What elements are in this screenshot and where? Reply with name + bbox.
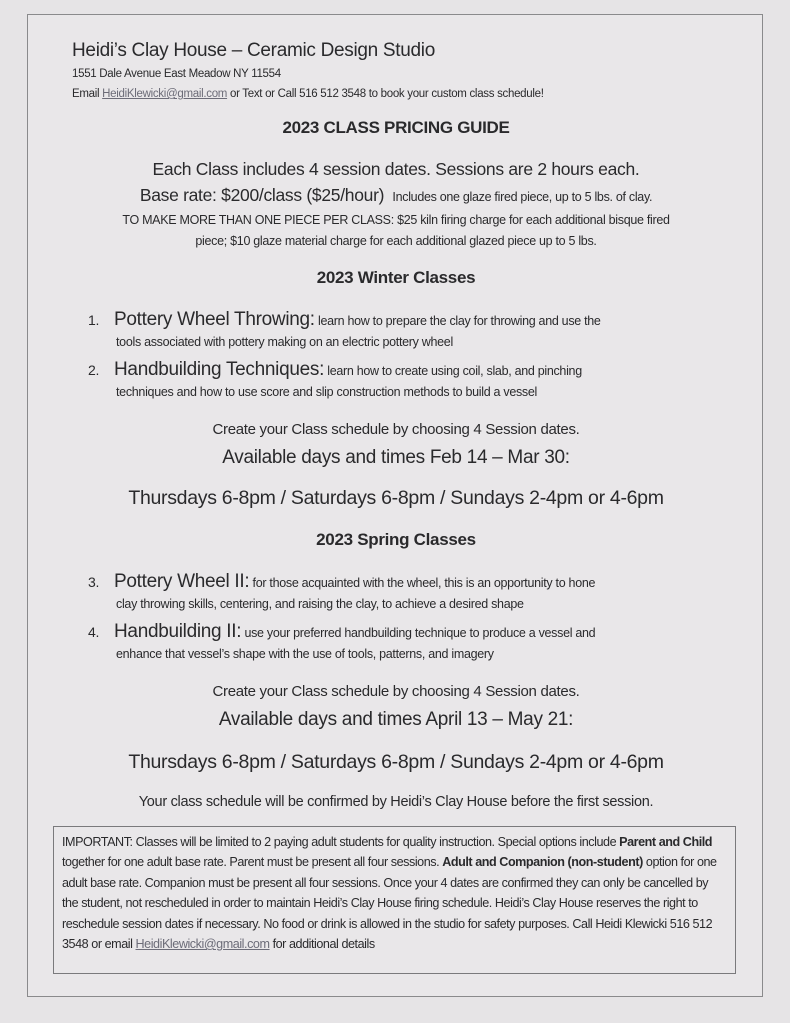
class-desc: learn how to prepare the clay for throwing and use the bbox=[317, 314, 601, 328]
class-name: Pottery Wheel Throwing: bbox=[114, 309, 315, 330]
confirmation-note: Your class schedule will be confirmed by Heidi’s Clay House before the first session. bbox=[138, 794, 654, 810]
base-rate: Base rate: $200/class ($25/hour) bbox=[139, 185, 385, 205]
class-desc-cont: enhance that vessel’s shape with the use of tools, patterns, and imagery bbox=[116, 647, 494, 661]
notice-text: option for one adult base rate. Companion must be present all four sessions. Once your 4 dates are confirmed they can only be cancelled by the student, not rescheduled in order to maintain Heidi’s Clay House firing schedule. Heidi’s Clay House reserves the right to reschedule session dates if necessary. No food or drink is allowed in the studio for safety purposes. Call Heidi Klewicki 516 512 3548 or email bbox=[62, 855, 717, 952]
item-number: 2. bbox=[88, 362, 100, 378]
studio-address: 1551 Dale Avenue East Meadow NY 11554 bbox=[72, 68, 281, 80]
item-number: 3. bbox=[88, 574, 100, 590]
notice-text: IMPORTANT: Classes will be limited to 2 paying adult students for quality instruction. Special options include bbox=[62, 835, 620, 849]
class-desc-cont: tools associated with pottery making on an electric pottery wheel bbox=[116, 335, 453, 349]
email-link[interactable]: HeidiKlewicki@gmail.com bbox=[102, 88, 228, 100]
email-prefix: Email bbox=[72, 88, 103, 100]
spring-times: Thursdays 6-8pm / Saturdays 6-8pm / Sundays 2-4pm or 4-6pm bbox=[128, 751, 664, 773]
class-desc-cont: techniques and how to use score and slip construction methods to build a vessel bbox=[116, 385, 538, 399]
pricing-heading: 2023 CLASS PRICING GUIDE bbox=[282, 118, 510, 137]
spring-available: Available days and times April 13 – May 21: bbox=[218, 709, 574, 730]
notice-text: together for one adult base rate. Parent must be present all four sessions. bbox=[62, 855, 443, 870]
class-name: Handbuilding Techniques: bbox=[114, 359, 325, 380]
extra-pieces-line2: piece; $10 glaze material charge for each additional glazed piece up to 5 lbs. bbox=[195, 234, 597, 248]
notice-text: for additional details bbox=[269, 937, 375, 952]
flyer-page bbox=[27, 14, 763, 997]
winter-create: Create your Class schedule by choosing 4 Session dates. bbox=[212, 421, 580, 438]
winter-heading: 2023 Winter Classes bbox=[316, 268, 476, 287]
winter-available: Available days and times Feb 14 – Mar 30: bbox=[222, 447, 570, 468]
class-name: Handbuilding II: bbox=[114, 621, 242, 642]
contact-line bbox=[72, 88, 544, 100]
notice-bold-parent-child: Parent and Child bbox=[619, 835, 713, 849]
class-desc-cont: clay throwing skills, centering, and raising the clay, to achieve a desired shape bbox=[116, 597, 524, 611]
item-number: 1. bbox=[88, 312, 100, 328]
winter-times: Thursdays 6-8pm / Saturdays 6-8pm / Sundays 2-4pm or 4-6pm bbox=[128, 487, 664, 509]
studio-title: Heidi’s Clay House – Ceramic Design Studio bbox=[72, 40, 435, 61]
notice-bold-adult-companion: Adult and Companion (non-student) bbox=[442, 855, 643, 870]
important-notice-box bbox=[53, 826, 736, 974]
class-item bbox=[88, 358, 708, 404]
class-item bbox=[88, 308, 708, 354]
sessions-info: Each Class includes 4 session dates. Sessions are 2 hours each. bbox=[152, 159, 640, 179]
extra-pieces-line1: TO MAKE MORE THAN ONE PIECE PER CLASS: $25 kiln firing charge for each additional bisque fired bbox=[122, 213, 670, 227]
item-number: 4. bbox=[88, 624, 100, 640]
class-desc: for those acquainted with the wheel, this is an opportunity to hone bbox=[252, 576, 596, 590]
class-item bbox=[88, 620, 708, 666]
base-rate-note: Includes one glaze fired piece, up to 5 lbs. of clay. bbox=[392, 190, 653, 204]
base-rate-line bbox=[28, 185, 764, 206]
spring-create: Create your Class schedule by choosing 4 Session dates. bbox=[212, 683, 580, 700]
class-name: Pottery Wheel II: bbox=[114, 571, 250, 592]
notice-email-link[interactable]: HeidiKlewicki@gmail.com bbox=[135, 937, 270, 952]
class-desc: use your preferred handbuilding technique to produce a vessel and bbox=[244, 626, 596, 640]
email-suffix: or Text or Call 516 512 3548 to book your custom class schedule! bbox=[227, 88, 544, 100]
class-item bbox=[88, 570, 708, 616]
spring-heading: 2023 Spring Classes bbox=[316, 530, 476, 549]
class-desc: learn how to create using coil, slab, and pinching bbox=[327, 364, 582, 378]
